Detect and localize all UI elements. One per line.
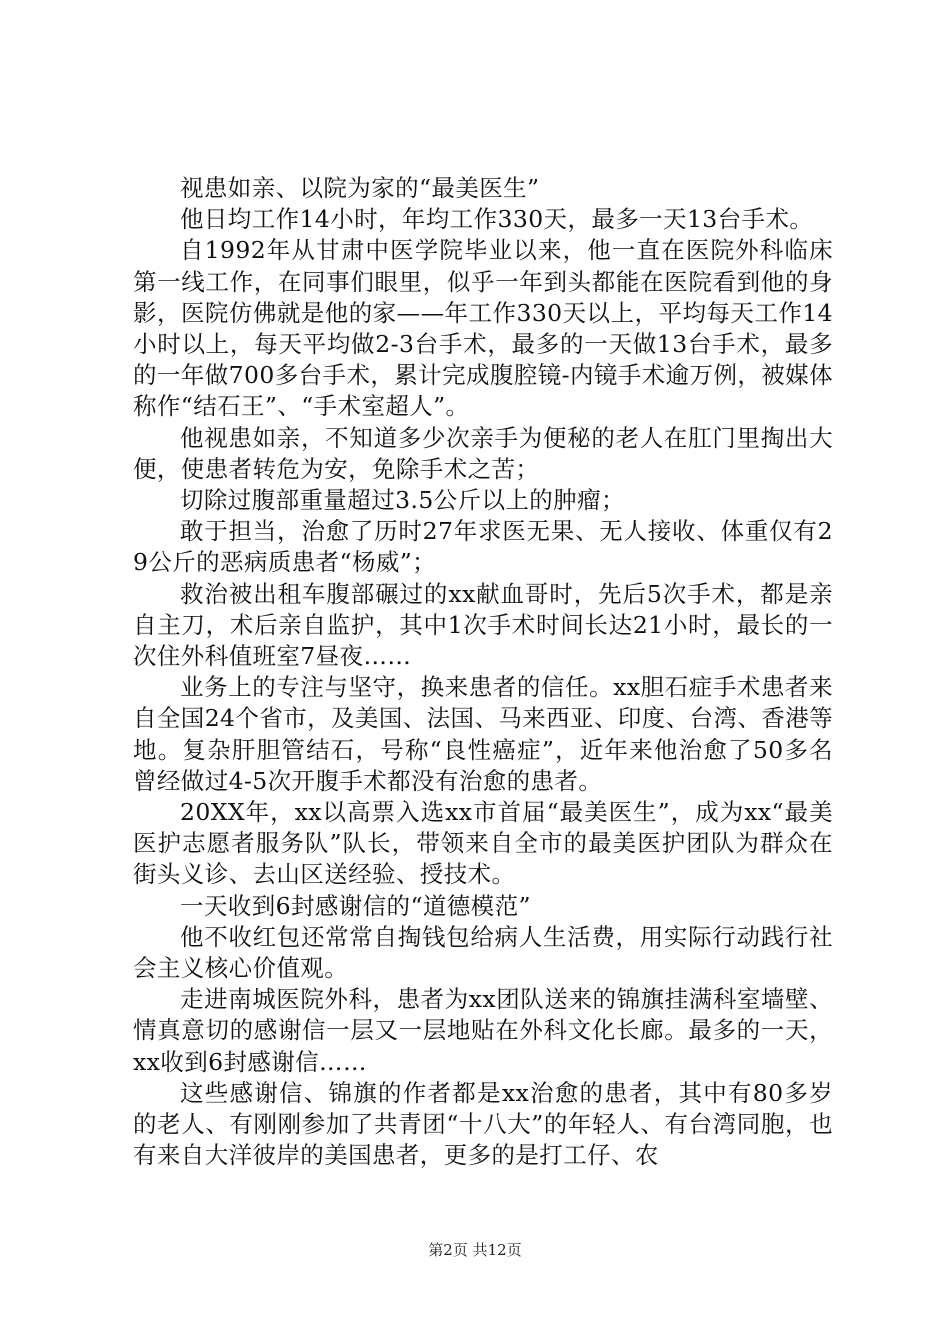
section-heading: 视患如亲、以院为家的“最美医生”	[180, 174, 540, 202]
paragraph: 他不收红包还常常自掏钱包给病人生活费，用实际行动践行社会主义核心价值观。	[133, 922, 833, 983]
paragraph: 敢于担当，治愈了历时27年求医无果、无人接收、体重仅有29公斤的恶病质患者“杨威”；	[133, 517, 833, 577]
paragraph: 业务上的专注与坚守，换来患者的信任。xx胆石症手术患者来自全国24个省市，及美国、法国、马来西亚、印度、台湾、香港等地。复杂肝胆管结石，号称“良性癌症”，近年来他治愈了50多名曾经做过4-5次开腹手术都没有治愈的患者。	[133, 673, 833, 795]
paragraph: 20XX年，xx以高票入选xx市首届“最美医生”，成为xx“最美医护志愿者服务队”队长，带领来自全市的最美医护团队为群众在街头义诊、去山区送经验、授技术。	[133, 798, 833, 889]
document-body	[133, 173, 833, 1172]
paragraph: 救治被出租车腹部碾过的xx献血哥时，先后5次手术，都是亲自主刀，术后亲自监护，其中1次手术时间长达21小时，最长的一次住外科值班室7昼夜……	[133, 579, 833, 671]
paragraph: 自1992年从甘肃中医学院毕业以来，他一直在医院外科临床第一线工作，在同事们眼里，似乎一年到头都能在医院看到他的身影，医院仿佛就是他的家——年工作330天以上，平均每天工作14小时以上，每天平均做2-3台手术，最多的一天做13台手术，最多的一年做700多台手术，累计完成腹腔镜-内镜手术逾万例，被媒体称作“结石王”、“手术室超人”。	[133, 236, 833, 421]
paragraph: 切除过腹部重量超过3.5公斤以上的肿瘤；	[180, 486, 625, 515]
paragraph: 他视患如亲，不知道多少次亲手为便秘的老人在肛门里掏出大便，使患者转危为安，免除手术之苦；	[133, 423, 833, 483]
paragraph: 他日均工作14小时，年均工作330天，最多一天13台手术。	[180, 205, 814, 234]
paragraph: 走进南城医院外科，患者为xx团队送来的锦旗挂满科室墙壁、情真意切的感谢信一层又一层地贴在外科文化长廊。最多的一天，xx收到6封感谢信……	[133, 985, 833, 1076]
page-number-footer: 第2页 共12页	[428, 1241, 522, 1259]
paragraph: 这些感谢信、锦旗的作者都是xx治愈的患者，其中有80多岁的老人、有刚刚参加了共青团“十八大”的年轻人、有台湾同胞，也有来自大洋彼岸的美国患者，更多的是打工仔、农	[133, 1078, 833, 1170]
section-heading: 一天收到6封感谢信的“道德模范”	[180, 891, 531, 920]
